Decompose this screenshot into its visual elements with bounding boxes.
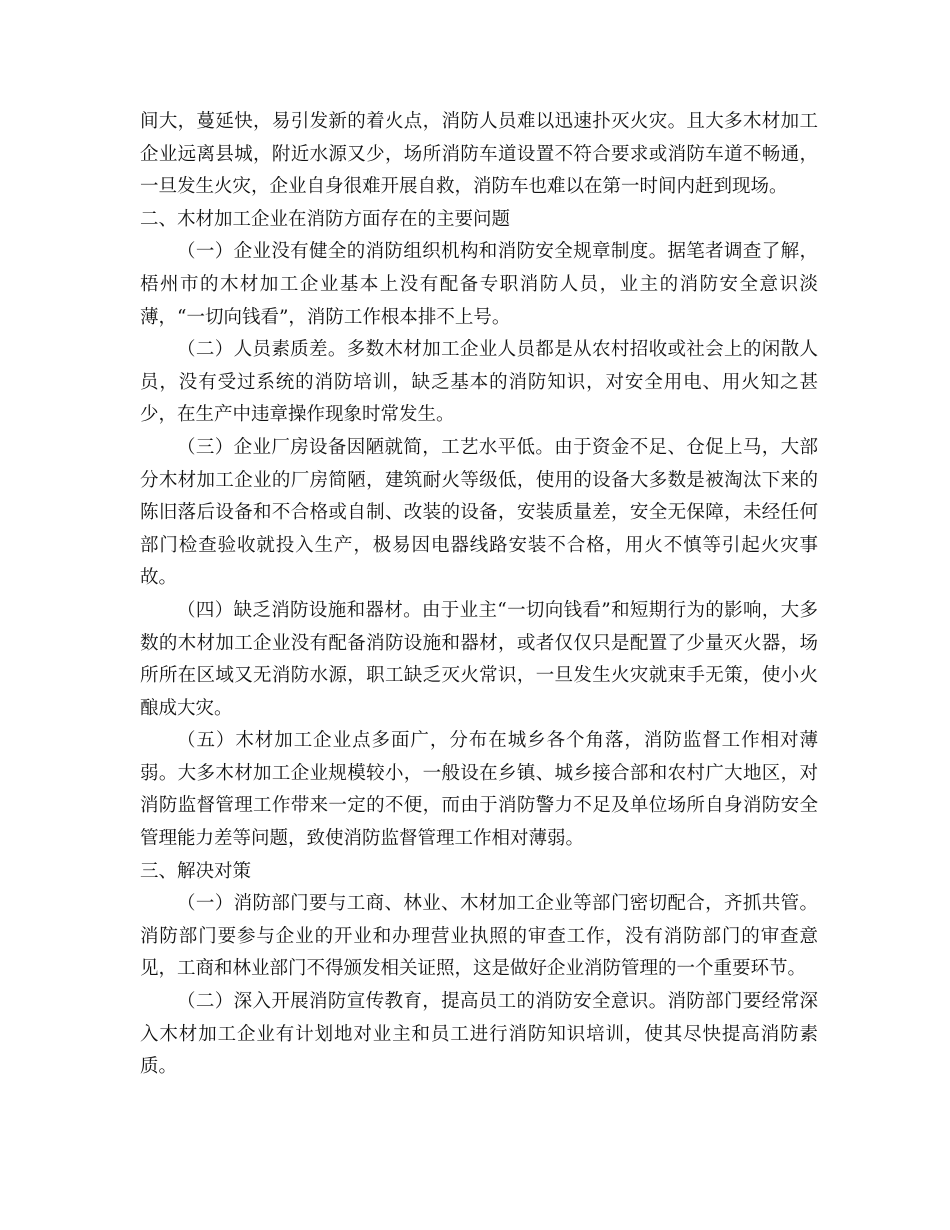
section-heading-2: 二、木材加工企业在消防方面存在的主要问题 xyxy=(140,208,511,230)
paragraph-problem-1: （一）企业没有健全的消防组织机构和消防安全规章制度。据笔者调查了解，梧州市的木材加工企业基本上没有配备专职消防人员，业主的消防安全意识淡薄，“一切向钱看”，消防工作根本排不上号。 xyxy=(140,241,818,328)
document-body xyxy=(140,106,818,1084)
paragraph-solution-2: （二）深入开展消防宣传教育，提高员工的消防安全意识。消防部门要经常深入木材加工企业有计划地对业主和员工进行消防知识培训，使其尽快提高消防素质。 xyxy=(140,991,818,1078)
section-heading-3: 三、解决对策 xyxy=(140,860,252,882)
paragraph-problem-5: （五）木材加工企业点多面广，分布在城乡各个角落，消防监督工作相对薄弱。大多木材加工企业规模较小，一般设在乡镇、城乡接合部和农村广大地区，对消防监督管理工作带来一定的不便，而由于消防警力不足及单位场所自身消防安全管理能力差等问题，致使消防监督管理工作相对薄弱。 xyxy=(140,730,818,850)
paragraph-solution-1: （一）消防部门要与工商、林业、木材加工企业等部门密切配合，齐抓共管。消防部门要参与企业的开业和办理营业执照的审查工作，没有消防部门的审查意见，工商和林业部门不得颁发相关证照，这是做好企业消防管理的一个重要环节。 xyxy=(140,893,818,980)
paragraph-problem-3: （三）企业厂房设备因陋就简，工艺水平低。由于资金不足、仓促上马，大部分木材加工企业的厂房简陋，建筑耐火等级低，使用的设备大多数是被淘汰下来的陈旧落后设备和不合格或自制、改装的设备，安装质量差，安全无保障，未经任何部门检查验收就投入生产，极易因电器线路安装不合格，用火不慎等引起火灾事故。 xyxy=(140,436,818,589)
paragraph-continuation: 间大，蔓延快，易引发新的着火点，消防人员难以迅速扑灭火灾。且大多木材加工企业远离县城，附近水源又少，场所消防车道设置不符合要求或消防车道不畅通，一旦发生火灾，企业自身很难开展自救，消防车也难以在第一时间内赶到现场。 xyxy=(140,111,818,198)
paragraph-problem-4: （四）缺乏消防设施和器材。由于业主“一切向钱看”和短期行为的影响，大多数的木材加工企业没有配备消防设施和器材，或者仅仅只是配置了少量灭火器，场所所在区域又无消防水源，职工缺乏灭火常识，一旦发生火灾就束手无策，使小火酿成大灾。 xyxy=(140,599,818,719)
paragraph-problem-2: （二）人员素质差。多数木材加工企业人员都是从农村招收或社会上的闲散人员，没有受过系统的消防培训，缺乏基本的消防知识，对安全用电、用火知之甚少，在生产中违章操作现象时常发生。 xyxy=(140,339,818,426)
